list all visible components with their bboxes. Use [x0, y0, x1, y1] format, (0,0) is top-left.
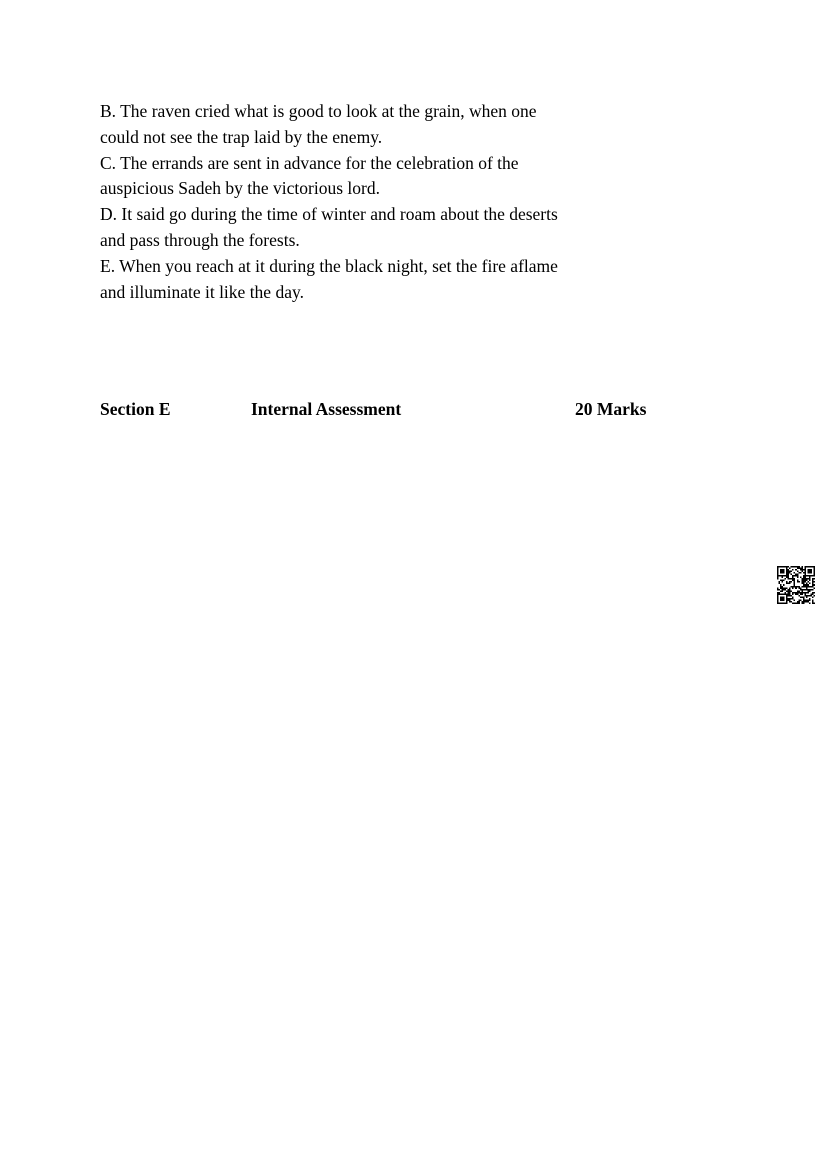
section-label: Section E — [100, 399, 171, 419]
option-b-line-2: could not see the trap laid by the enemy. — [100, 126, 383, 147]
option-d-line-2: and pass through the forests. — [100, 229, 300, 250]
option-c-line-2: auspicious Sadeh by the victorious lord. — [100, 178, 380, 199]
option-b — [100, 99, 660, 151]
option-d-line-1: D. It said go during the time of winter and roam about the deserts — [100, 204, 558, 225]
option-e — [100, 254, 660, 306]
option-e-line-1: E. When you reach at it during the black night, set the fire aflame — [100, 255, 558, 276]
section-marks: 20 Marks — [575, 399, 647, 419]
option-c — [100, 151, 660, 203]
answer-options — [100, 99, 660, 305]
section-heading — [0, 397, 827, 423]
section-title: Internal Assessment — [251, 399, 402, 419]
option-d — [100, 202, 660, 254]
option-c-line-1: C. The errands are sent in advance for the celebration of the — [100, 152, 519, 173]
option-b-line-1: B. The raven cried what is good to look at the grain, when one — [100, 101, 537, 121]
option-e-line-2: and illuminate it like the day. — [100, 281, 304, 302]
qr-code-icon — [777, 566, 815, 604]
